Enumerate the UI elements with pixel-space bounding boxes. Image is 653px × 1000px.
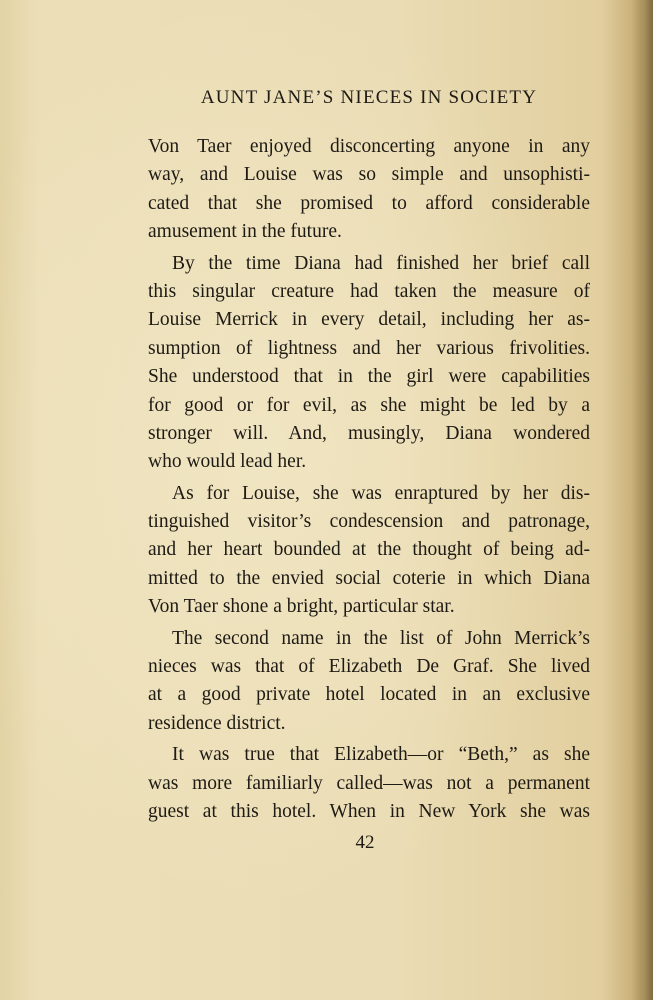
- paragraph-2: [148, 250, 590, 477]
- text-line: Von Taer enjoyed disconcerting anyone in any: [148, 136, 590, 157]
- paragraph-3: [148, 480, 590, 622]
- text-line: Von Taer shone a bright, particular star.: [148, 596, 455, 618]
- text-line: It was true that Elizabeth—or “Beth,” as she: [172, 744, 590, 766]
- text-line: tinguished visitor’s condescension and patronage,: [148, 511, 590, 533]
- text-line: residence district.: [148, 712, 286, 734]
- text-line: sumption of lightness and her various frivolities.: [148, 337, 590, 359]
- text-line: way, and Louise was so simple and unsophisti-: [148, 164, 590, 186]
- text-line: was more familiarly called—was not a permanent: [148, 772, 590, 794]
- text-line: mitted to the envied social coterie in which Diana: [148, 567, 590, 589]
- text-line: By the time Diana had finished her brief call: [172, 252, 590, 274]
- text-line: who would lead her.: [148, 451, 307, 473]
- body-text: [148, 133, 590, 826]
- text-line: Louise Merrick in every detail, including her as-: [148, 309, 590, 331]
- paragraph-5: [148, 741, 590, 826]
- text-line: nieces was that of Elizabeth De Graf. She lived: [148, 656, 590, 678]
- text-line: cated that she promised to afford considerable: [148, 192, 590, 214]
- paragraph-1: [148, 133, 590, 247]
- text-line: The second name in the list of John Merrick’s: [172, 627, 590, 649]
- text-line: stronger will. And, musingly, Diana wondered: [148, 422, 590, 444]
- text-line: amusement in the future.: [148, 221, 342, 243]
- paragraph-4: [148, 625, 590, 739]
- text-line: at a good private hotel located in an exclusive: [148, 684, 590, 706]
- text-line: As for Louise, she was enraptured by her dis-: [172, 482, 590, 504]
- page-number: 42: [355, 832, 375, 853]
- text-line: She understood that in the girl were capabilities: [148, 366, 590, 388]
- text-line: for good or for evil, as she might be led by a: [148, 394, 590, 416]
- text-line: guest at this hotel. When in New York she was: [148, 800, 590, 822]
- text-line: this singular creature had taken the measure of: [148, 280, 590, 302]
- running-head: AUNT JANE’S NIECES IN SOCIETY: [200, 87, 538, 108]
- text-line: and her heart bounded at the thought of being ad-: [148, 539, 590, 561]
